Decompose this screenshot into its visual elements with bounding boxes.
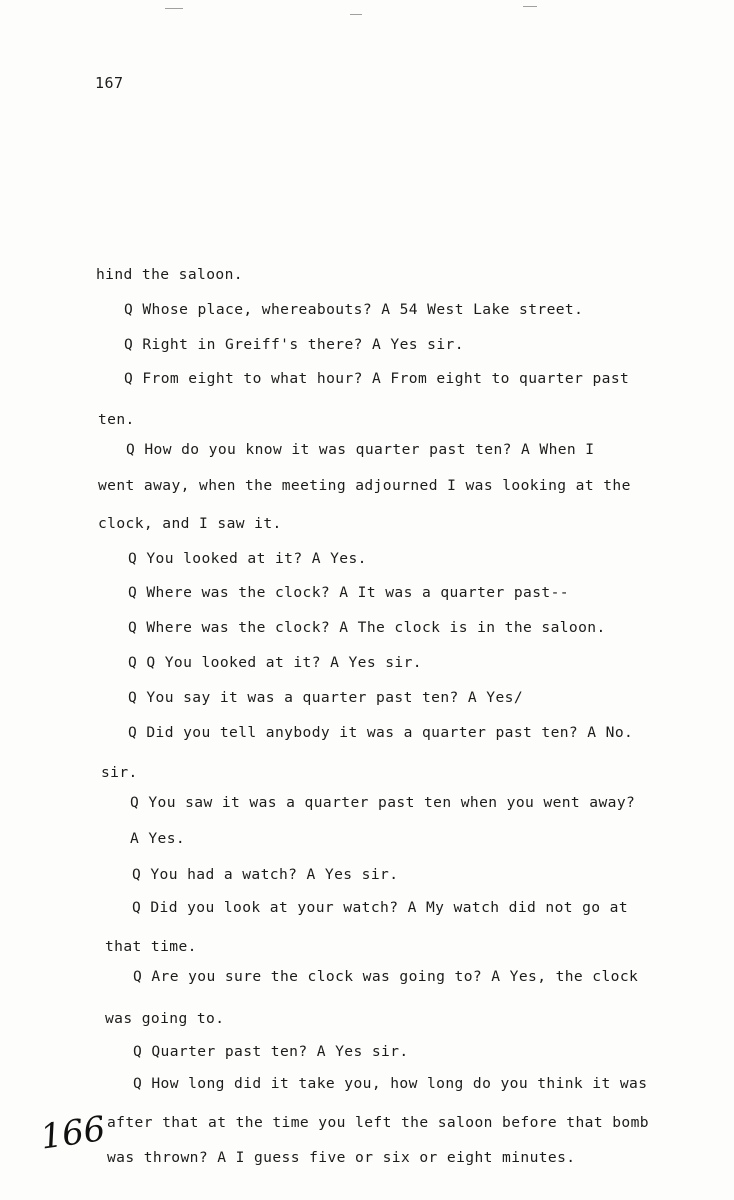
transcript-line: A Yes. bbox=[130, 830, 186, 847]
transcript-line: was going to. bbox=[105, 1010, 225, 1027]
page-number: 167 bbox=[95, 74, 124, 92]
transcript-line: hind the saloon. bbox=[96, 266, 243, 283]
transcript-line: Q Quarter past ten? A Yes sir. bbox=[133, 1043, 409, 1060]
transcript-line: Q Right in Greiff's there? A Yes sir. bbox=[124, 336, 464, 353]
transcript-line: Q You looked at it? A Yes. bbox=[128, 550, 367, 567]
transcript-line: Q Are you sure the clock was going to? A Yes, the clock bbox=[133, 968, 639, 985]
transcript-line: Q Where was the clock? A It was a quarter past-- bbox=[128, 584, 569, 601]
top-mark-right bbox=[523, 6, 537, 7]
transcript-line: ten. bbox=[98, 411, 135, 428]
transcript-line: after that at the time you left the saloon before that bomb bbox=[107, 1114, 649, 1131]
handwritten-margin-number: 166 bbox=[38, 1108, 108, 1158]
transcript-line: Q How long did it take you, how long do you think it was bbox=[133, 1075, 648, 1092]
transcript-line: Q Did you look at your watch? A My watch did not go at bbox=[132, 899, 629, 916]
transcript-line: Q From eight to what hour? A From eight to quarter past bbox=[124, 370, 630, 387]
transcript-line: Q You saw it was a quarter past ten when you went away? bbox=[130, 794, 636, 811]
transcript-line: Q You say it was a quarter past ten? A Yes/ bbox=[128, 689, 524, 706]
transcript-line: clock, and I saw it. bbox=[98, 515, 282, 532]
top-mark-middle bbox=[350, 14, 362, 15]
transcript-line: Q How do you know it was quarter past ten? A When I bbox=[126, 441, 595, 458]
transcript-line: Q Where was the clock? A The clock is in the saloon. bbox=[128, 619, 606, 636]
top-mark-left bbox=[165, 8, 183, 9]
transcript-line: was thrown? A I guess five or six or eight minutes. bbox=[107, 1149, 576, 1166]
transcript-line: went away, when the meeting adjourned I was looking at the bbox=[98, 477, 631, 494]
transcript-line: Q Did you tell anybody it was a quarter past ten? A No. bbox=[128, 724, 634, 741]
transcript-line: Q You had a watch? A Yes sir. bbox=[132, 866, 399, 883]
transcript-line: Q Q You looked at it? A Yes sir. bbox=[128, 654, 422, 671]
transcript-line: that time. bbox=[105, 938, 197, 955]
transcript-line: Q Whose place, whereabouts? A 54 West Lake street. bbox=[124, 301, 584, 318]
transcript-line: sir. bbox=[101, 764, 138, 781]
